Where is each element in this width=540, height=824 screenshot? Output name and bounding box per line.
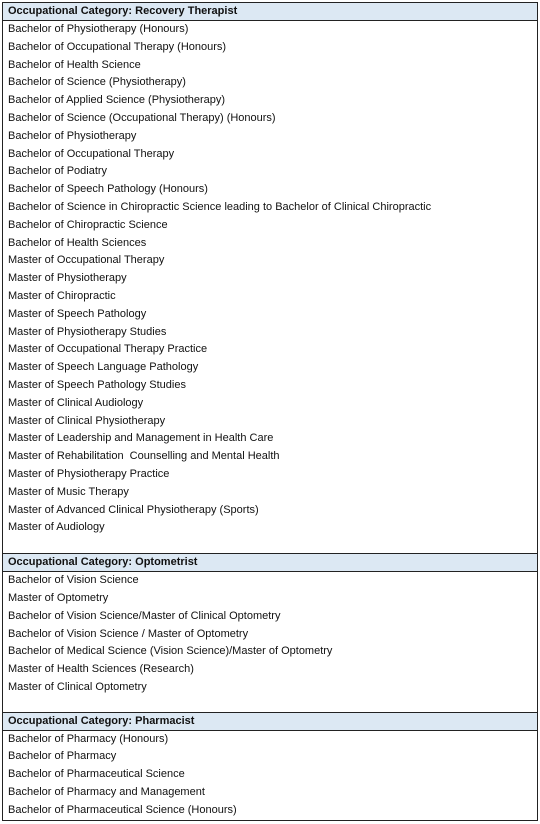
list-item: Bachelor of Science in Chiropractic Science leading to Bachelor of Clinical Chiropractic: [8, 200, 432, 213]
list-item: Master of Clinical Optometry: [8, 680, 147, 693]
list-item: Master of Speech Pathology Studies: [8, 378, 186, 391]
list-item: Master of Occupational Therapy Practice: [8, 343, 208, 356]
list-item: Bachelor of Health Sciences: [8, 236, 147, 249]
list-item: Master of Physiotherapy Practice: [8, 467, 170, 480]
list-item: Master of Music Therapy: [8, 485, 129, 498]
list-item: Bachelor of Science (Occupational Therapy) (Honours): [8, 111, 276, 124]
list-item: Bachelor of Science (Physiotherapy): [8, 76, 186, 89]
section-pharmacist: [2, 713, 538, 821]
section-header: Occupational Category: Optometrist: [3, 554, 537, 572]
list-item: Master of Speech Pathology: [8, 307, 147, 320]
list-item: Bachelor of Speech Pathology (Honours): [8, 183, 208, 196]
list-item: Master of Occupational Therapy: [8, 254, 165, 267]
list-item: Master of Optometry: [8, 591, 109, 604]
list-item: Bachelor of Vision Science / Master of Optometry: [8, 627, 249, 640]
list-item: Bachelor of Occupational Therapy: [8, 147, 175, 160]
list-item: Bachelor of Vision Science/Master of Clinical Optometry: [8, 609, 281, 622]
list-item: Master of Physiotherapy: [8, 272, 127, 285]
list-item: Bachelor of Physiotherapy: [8, 129, 137, 142]
list-item: Master of Physiotherapy Studies: [8, 325, 167, 338]
list-item: Bachelor of Chiropractic Science: [8, 218, 168, 231]
list-item: Bachelor of Pharmacy: [8, 750, 117, 763]
section-optometrist: [2, 554, 538, 713]
section-header: Occupational Category: Recovery Therapist: [3, 3, 537, 21]
list-item: Bachelor of Health Science: [8, 58, 141, 71]
list-item: Master of Clinical Physiotherapy: [8, 414, 166, 427]
list-item: Bachelor of Vision Science: [8, 574, 139, 587]
section-header: Occupational Category: Pharmacist: [3, 713, 537, 731]
qualification-list: [3, 731, 537, 820]
list-item: Master of Advanced Clinical Physiotherapy (Sports): [8, 503, 259, 516]
list-item: Bachelor of Applied Science (Physiotherapy): [8, 94, 226, 107]
list-item: Master of Chiropractic: [8, 289, 116, 302]
list-item: Bachelor of Pharmaceutical Science (Honours): [8, 803, 237, 816]
list-item: Bachelor of Occupational Therapy (Honours): [8, 40, 227, 53]
list-item: Master of Audiology: [8, 521, 105, 534]
list-item: Master of Speech Language Pathology: [8, 361, 199, 374]
list-item: Bachelor of Pharmacy and Management: [8, 786, 205, 799]
list-item: Master of Leadership and Management in Health Care: [8, 432, 274, 445]
list-item: Master of Health Sciences (Research): [8, 663, 194, 676]
list-item: Bachelor of Podiatry: [8, 165, 108, 178]
section-recovery-therapist: [2, 2, 538, 554]
list-item: Bachelor of Physiotherapy (Honours): [8, 23, 189, 35]
qualification-list: [3, 572, 537, 712]
list-item: Bachelor of Pharmacy (Honours): [8, 732, 169, 745]
qualification-list: [3, 21, 537, 553]
qualifications-document: [2, 2, 538, 821]
list-item: Bachelor of Pharmaceutical Science: [8, 768, 185, 781]
list-item: Bachelor of Medical Science (Vision Science)/Master of Optometry: [8, 645, 333, 658]
list-item: Master of Rehabilitation Counselling and Mental Health: [8, 450, 280, 463]
list-item: Master of Clinical Audiology: [8, 396, 144, 409]
